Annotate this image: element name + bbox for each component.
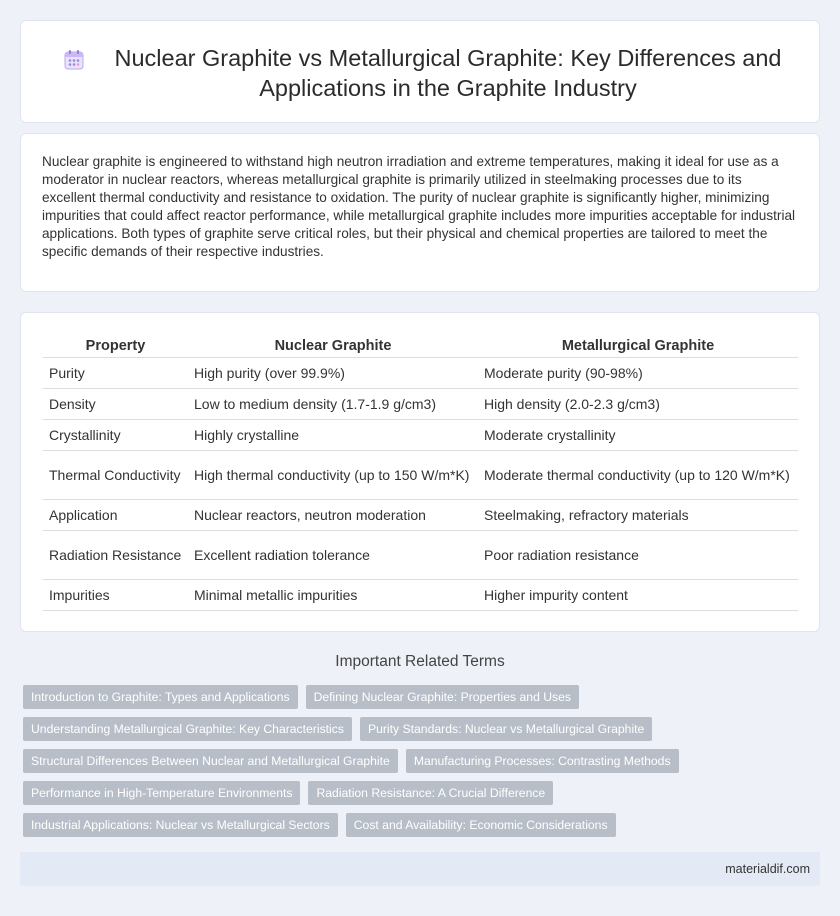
comparison-table-card <box>20 312 820 632</box>
table-cell: Radiation Resistance <box>43 530 188 579</box>
related-term-link[interactable]: Defining Nuclear Graphite: Properties and Uses <box>306 685 579 709</box>
related-term-link[interactable]: Structural Differences Between Nuclear and Metallurgical Graphite <box>23 749 398 773</box>
table-cell: Excellent radiation tolerance <box>188 530 478 579</box>
table-header-row <box>43 335 798 357</box>
related-term-link[interactable]: Purity Standards: Nuclear vs Metallurgical Graphite <box>360 717 652 741</box>
table-cell: Highly crystalline <box>188 419 478 450</box>
table-cell: Application <box>43 499 188 530</box>
related-term-link[interactable]: Manufacturing Processes: Contrasting Methods <box>406 749 679 773</box>
table-cell: Low to medium density (1.7-1.9 g/cm3) <box>188 388 478 419</box>
table-row <box>43 530 798 579</box>
table-cell: Density <box>43 388 188 419</box>
table-cell: Nuclear reactors, neutron moderation <box>188 499 478 530</box>
table-cell: High purity (over 99.9%) <box>188 357 478 388</box>
related-terms-list <box>23 685 723 845</box>
title-card <box>20 20 820 123</box>
table-cell: Thermal Conductivity <box>43 450 188 499</box>
intro-paragraph: Nuclear graphite is engineered to withstand high neutron irradiation and extreme temperatures, making it ideal for use as a moderator in nuclear reactors, whereas metallurgical graphite is primarily utilized in steelmaking processes due to its excellent thermal conductivity and resistance to oxidation. The purity of nuclear graphite is significantly higher, minimizing impurities that could affect reactor performance, while metallurgical graphite includes more impurities acceptable for industrial applications. Both types of graphite serve critical roles, but their physical and chemical properties are tailored to meet the specific demands of their respective industries. <box>42 154 796 260</box>
table-cell: Moderate thermal conductivity (up to 120 W/m*K) <box>478 450 798 499</box>
page-title: Nuclear Graphite vs Metallurgical Graphite: Key Differences and Applications in the Graphite Industry <box>114 45 782 101</box>
table-cell: Purity <box>43 357 188 388</box>
related-terms-heading: Important Related Terms <box>335 653 505 670</box>
table-cell: Impurities <box>43 579 188 610</box>
table-cell: Steelmaking, refractory materials <box>478 499 798 530</box>
table-cell: Moderate crystallinity <box>478 419 798 450</box>
footer-bar <box>20 852 820 886</box>
footer-site-name[interactable]: materialdif.com <box>725 862 810 876</box>
intro-card <box>20 133 820 292</box>
table-cell: Minimal metallic impurities <box>188 579 478 610</box>
column-header-property: Property <box>43 335 188 357</box>
related-term-link[interactable]: Industrial Applications: Nuclear vs Metallurgical Sectors <box>23 813 338 837</box>
table-cell: Higher impurity content <box>478 579 798 610</box>
table-row <box>43 357 798 388</box>
table-row <box>43 450 798 499</box>
related-term-link[interactable]: Radiation Resistance: A Crucial Difference <box>308 781 553 805</box>
related-term-link[interactable]: Cost and Availability: Economic Considerations <box>346 813 616 837</box>
table-row <box>43 388 798 419</box>
table-cell: Crystallinity <box>43 419 188 450</box>
related-term-link[interactable]: Understanding Metallurgical Graphite: Key Characteristics <box>23 717 352 741</box>
column-header-nuclear: Nuclear Graphite <box>188 335 478 357</box>
column-header-metallurgical: Metallurgical Graphite <box>478 335 798 357</box>
table-row <box>43 579 798 610</box>
table-cell: Moderate purity (90-98%) <box>478 357 798 388</box>
table-cell: Poor radiation resistance <box>478 530 798 579</box>
table-cell: High thermal conductivity (up to 150 W/m*K) <box>188 450 478 499</box>
related-term-link[interactable]: Performance in High-Temperature Environments <box>23 781 300 805</box>
table-row <box>43 499 798 530</box>
related-term-link[interactable]: Introduction to Graphite: Types and Applications <box>23 685 298 709</box>
table-row <box>43 419 798 450</box>
table-cell: High density (2.0-2.3 g/cm3) <box>478 388 798 419</box>
comparison-table <box>43 335 798 611</box>
